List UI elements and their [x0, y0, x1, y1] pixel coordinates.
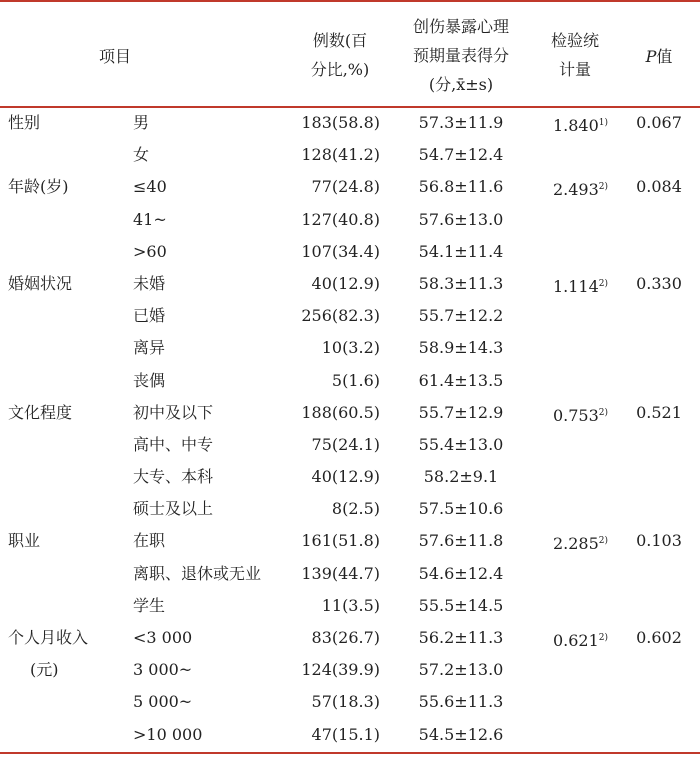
- row-p-value: 0.521: [636, 402, 682, 422]
- table-row: [0, 268, 700, 300]
- table-row: [0, 365, 700, 397]
- row-subgroup: 在职: [133, 531, 166, 551]
- row-score: 54.6±12.4: [418, 563, 504, 583]
- row-p-value: 0.330: [636, 273, 682, 293]
- row-count: 75(24.1): [311, 434, 380, 454]
- table-row: [0, 558, 700, 590]
- row-test-statistic-note: 2): [598, 536, 608, 547]
- row-score: 57.3±11.9: [418, 113, 504, 132]
- row-subgroup: 41~: [133, 209, 167, 229]
- row-count: 161(51.8): [301, 531, 380, 551]
- row-score: 56.8±11.6: [418, 177, 504, 197]
- row-test-statistic-note: 2): [598, 633, 608, 643]
- row-test-statistic-value: 1.840: [552, 116, 599, 135]
- row-test-statistic-value: 2.493: [552, 180, 599, 200]
- row-test-statistic-note: 2): [598, 407, 608, 418]
- header-score-line1: 创伤暴露心理: [412, 17, 509, 36]
- row-count: 139(44.7): [301, 563, 380, 583]
- header-p-suffix: 值: [656, 47, 673, 66]
- row-subgroup: ≤40: [133, 177, 167, 197]
- row-category: 性别: [8, 113, 41, 132]
- row-test-statistic: [530, 107, 608, 142]
- row-test-statistic-value: 2.285: [552, 534, 599, 554]
- table-row: [0, 654, 700, 686]
- table-bottom-rule: [0, 752, 700, 754]
- header-stat-line1: 检验统: [550, 31, 599, 50]
- row-category: 年龄(岁): [8, 177, 69, 197]
- row-test-statistic-note: 1): [598, 118, 608, 128]
- table-row: [0, 719, 700, 751]
- table-body: [0, 107, 700, 751]
- row-score: 56.2±11.3: [418, 628, 504, 647]
- header-p-letter: P: [645, 47, 657, 66]
- row-category: 职业: [8, 531, 41, 551]
- table-row: [0, 525, 700, 557]
- row-count: 40(12.9): [311, 467, 380, 487]
- row-score: 57.2±13.0: [418, 660, 504, 680]
- row-subgroup: 丧偶: [133, 370, 166, 390]
- row-subgroup: 3 000~: [133, 660, 193, 680]
- table-row: [0, 686, 700, 718]
- row-count: 5(1.6): [331, 370, 380, 390]
- header-count-line2: 分比,%): [310, 60, 370, 79]
- header-stat: [530, 26, 620, 84]
- row-subgroup: 硕士及以上: [133, 499, 214, 519]
- row-score: 55.7±12.9: [418, 402, 504, 422]
- row-test-statistic: [530, 525, 608, 560]
- header-score-line2: 预期量表得分: [412, 46, 509, 65]
- row-score: 58.3±11.3: [418, 273, 504, 293]
- header-p-value: [622, 42, 696, 71]
- row-p-value: 0.084: [636, 177, 682, 197]
- table-row: [0, 171, 700, 203]
- row-p-value: 0.602: [636, 628, 682, 647]
- header-count-line1: 例数(百: [312, 31, 368, 50]
- row-score: 54.5±12.6: [418, 724, 504, 744]
- table-row: [0, 590, 700, 622]
- row-p-value: 0.103: [636, 531, 682, 551]
- row-score: 55.7±12.2: [418, 306, 504, 326]
- row-score: 57.6±11.8: [418, 531, 504, 551]
- row-test-statistic: [530, 622, 608, 657]
- row-test-statistic: [530, 268, 608, 303]
- row-subgroup: >60: [133, 241, 167, 261]
- table-row: [0, 493, 700, 525]
- row-subgroup: 学生: [133, 595, 166, 615]
- row-category: 文化程度: [8, 402, 73, 422]
- row-count: 83(26.7): [311, 628, 380, 647]
- row-subgroup: 5 000~: [133, 692, 193, 712]
- table-row: [0, 107, 700, 139]
- table-row: [0, 332, 700, 364]
- row-subgroup: 女: [133, 145, 150, 165]
- table-row: [0, 139, 700, 171]
- row-subgroup: 初中及以下: [133, 402, 214, 422]
- row-subgroup: 已婚: [133, 306, 166, 326]
- row-test-statistic: [530, 171, 608, 206]
- row-test-statistic-value: 0.753: [552, 405, 599, 425]
- row-subgroup: >10 000: [133, 724, 203, 744]
- table-row: [0, 300, 700, 332]
- row-score: 54.7±12.4: [418, 145, 504, 165]
- row-test-statistic-note: 2): [598, 182, 608, 193]
- row-count: 128(41.2): [301, 145, 380, 165]
- row-score: 54.1±11.4: [418, 241, 504, 261]
- row-count: 11(3.5): [321, 595, 380, 615]
- row-count: 183(58.8): [301, 113, 380, 132]
- table-row: [0, 429, 700, 461]
- row-test-statistic-value: 0.621: [552, 631, 599, 650]
- table-row: [0, 204, 700, 236]
- row-test-statistic-value: 1.114: [552, 276, 599, 296]
- row-count: 256(82.3): [301, 306, 380, 326]
- row-score: 55.6±11.3: [418, 692, 504, 712]
- header-item-label: 项目: [98, 47, 131, 66]
- row-count: 47(15.1): [311, 724, 380, 744]
- row-score: 61.4±13.5: [418, 370, 504, 390]
- row-score: 55.5±14.5: [418, 595, 504, 615]
- header-count: [284, 26, 396, 84]
- header-item: [60, 42, 170, 71]
- row-count: 107(34.4): [301, 241, 380, 261]
- row-count: 40(12.9): [311, 273, 380, 293]
- row-subgroup: 未婚: [133, 273, 166, 293]
- row-p-value: 0.067: [636, 113, 682, 132]
- header-score: [395, 12, 527, 99]
- row-score: 57.6±13.0: [418, 209, 504, 229]
- row-category: 婚姻状况: [8, 273, 73, 293]
- row-count: 124(39.9): [301, 660, 380, 680]
- table-top-rule: [0, 0, 700, 2]
- row-test-statistic-note: 2): [598, 278, 608, 289]
- row-count: 8(2.5): [331, 499, 380, 519]
- table-row: [0, 236, 700, 268]
- header-score-line3: (分,x̄±s): [428, 75, 494, 94]
- row-subgroup: 离异: [133, 338, 166, 358]
- row-subgroup: <3 000: [133, 628, 193, 647]
- row-subgroup: 男: [133, 113, 150, 132]
- header-stat-line2: 计量: [558, 60, 591, 79]
- row-score: 58.2±9.1: [423, 467, 499, 487]
- row-count: 10(3.2): [321, 338, 380, 358]
- row-score: 58.9±14.3: [418, 338, 504, 358]
- row-score: 57.5±10.6: [418, 499, 504, 519]
- row-subgroup: 离职、退休或无业: [133, 563, 262, 583]
- row-count: 127(40.8): [301, 209, 380, 229]
- row-count: 77(24.8): [311, 177, 380, 197]
- row-count: 57(18.3): [311, 692, 380, 712]
- row-test-statistic: [530, 397, 608, 432]
- row-category-line2: (元): [30, 660, 59, 679]
- row-category: 个人月收入: [8, 628, 89, 647]
- row-subgroup: 高中、中专: [133, 434, 214, 454]
- row-score: 55.4±13.0: [418, 434, 504, 454]
- row-count: 188(60.5): [301, 402, 380, 422]
- table-row: [0, 461, 700, 493]
- table-row: [0, 397, 700, 429]
- row-subgroup: 大专、本科: [133, 467, 214, 487]
